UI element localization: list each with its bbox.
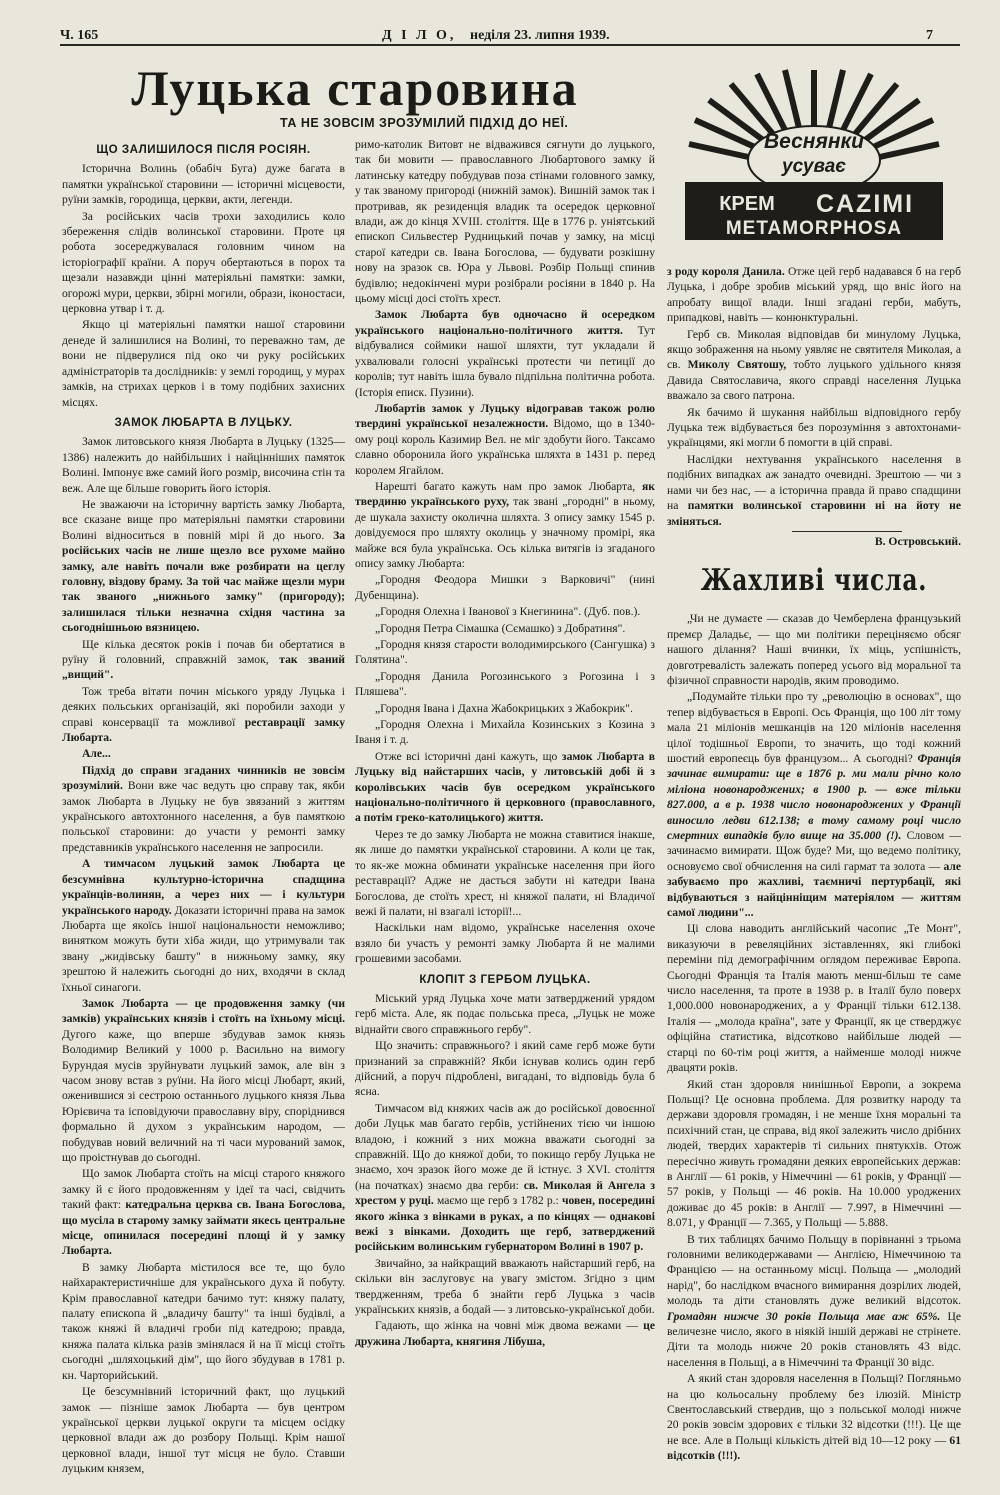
paragraph: В тих таблицях бачимо Польщу в порівнанні з трьома головними великодержавами — Англією, Німеччиною та Францією — на останньому місці. Польща — „молодий нарід", бо наслідком вчасного вимирання дозрілих людей, молодь та діти становлять дуже великий відсоток. Громадян нижче 30 років Польща має аж 65%. Це величезне число, якого в ніякій іншій державі не стрінете. Діти та молодь нижче 20 років становлять 43 відс. населення в Польщі, а в Німеччині та Франції 30 відс. bbox=[667, 1232, 961, 1369]
paragraph: Історична Волинь (обабіч Буга) дуже багата в памятки української старовини — історичні місцевости, руїни замків, городища, церкви, акти, легенди. bbox=[62, 162, 345, 207]
paragraph: Ще кілька десяток років і почав би обертатися в руїну й головний, справжній замок, так званий „вищий". bbox=[62, 637, 345, 682]
article-subheadline: ТА НЕ ЗОВСІМ ЗРОЗУМІЛИЙ ПІДХІД ДО НЕЇ. bbox=[280, 116, 569, 130]
section-heading-after-russians: ЩО ЗАЛИШИЛОСЯ ПІСЛЯ РОСІЯН. bbox=[96, 143, 311, 156]
paragraph: За російських часів трохи заходились коло збереження слідів волинської старовини. Проте ця робота зосереджувалася головним чином на історіографії країни. А поруч обертаються в порох та щезали назавжди цінні матеріяльні памятки: замки, огорожі мури, церкви, збірні могили, образи, іконостаси, церковна утвар і т. д. bbox=[62, 209, 345, 316]
paragraph: Нарешті багато кажуть нам про замок Любарта, як твердиню українського руху, так звані „городні" в ньому, де шукала захисту околична шляхта. З опису замку 1545 р. довідуємося про шляхту околиць у значному промірі, яка майже вся була українська. Ось кілька витягів із згаданого опису замку Любарта: bbox=[355, 479, 655, 570]
paragraph: Тимчасом від княжих часів аж до російської довоєнної доби Луцьк мав багато гербів, устійнених тією чи іншою владою, і кожний з них можна вважати сьогодні за справжній. Що до княжої доби, то покищо гербу Луцька не знаємо, хоч зразок його може де й істнує. З XVI. століття (на початках) знаємо два герби: св. Миколая й Ангела з хрестом у руці. маємо ще герб з 1782 р.: човен, посередині якого жінка з вінками в руках, а по кінцях — однакові вежі з вінками. Доходить ще герб, затверджений російським волинським губернатором Волині в 1907 р. bbox=[355, 1101, 655, 1254]
paragraph: Звичайно, за найкращий вважають найстарший герб, на скільки він заслуговує на увагу змістом. Згідно з цим твердженням, треба б знайти герб Луцька з часів українських князів, а бодай — з литовсько-української доби. bbox=[355, 1256, 655, 1317]
section-heading-lubart-castle: ЗАМОК ЛЮБАРТА В ЛУЦЬКУ. bbox=[114, 415, 293, 429]
paragraph: Що значить: справжнього? і який саме герб може бути признаний за справжній? Якби існував колись один герб дійсний, а поруч підроблені, вигадані, то відповідь була б ясна. bbox=[355, 1039, 655, 1099]
paragraph: Який стан здоровля нинішньої Европи, а зокрема Польщі? Це основна проблема. Для розвитку народу та держави здоровля громадян, і не менше їхня моральні та психічний стан, це справа, від якої залежить число дрібних людей, твердих характерів ті сильних пнятукхів. Отож пересічно живуть громадяни деяких европейських держав: в Англії — 61 років, у Німеччині — 61 років, у Франції — 57 років, у Польщі — 46 років. На 10.000 уроджених доживає до 45 років: в Англії — 7.997, в Німеччині — 8.071, у Франції — 7.365, у Польщі — 5.888. bbox=[667, 1077, 961, 1230]
paragraph: Наслідки нехтування українського населення в подібних випадках аж занадто очевидні. Зрештою — чи з нами чи без нас, — а історична правда й право спадщини на памятки волинської старовини ні на йоту не зміняться. bbox=[667, 452, 961, 528]
quote-item: „Городня Данила Рогозинського з Рогозина і з Пляшева". bbox=[355, 669, 655, 699]
quote-item: „Городня Івана і Дахна Жабокрицьких з Жабокрик". bbox=[375, 701, 633, 715]
quote-item: „Городня Олехна і Іванової з Кнегинина". (Дуб. пов.). bbox=[375, 605, 641, 619]
paragraph: Підхід до справи згаданих чинників не зовсім зрозумілий. Вони вже час ведуть цю справу так, якби замок Любарта в Луцьку не був звязаний з життям українського автохтонного населення, а був памяткою польської старовини: до участи у ремонті замку представників українського населення не запросили. bbox=[62, 763, 345, 854]
issue-number: Ч. 165 bbox=[60, 28, 99, 43]
paragraph: В замку Любарта містилося все те, що було найхарактеристичніше для українського духа й побуту. Крім православної катедри бачимо тут: княжу палату, палату епископа й „владичу башту" та інші будівлі, а також княжі й владичі гроби під катедрою; правда, княжа палата кілька разів змінялася й на її місці стоїть сьогодні „шляхоцький дім", що його збудував в 1781 р. кн. Чарторийський. bbox=[62, 1260, 345, 1382]
ad-line-1: Веснянки bbox=[764, 130, 864, 153]
paragraph: Наскільки нам відомо, українське населення охоче взяло би участь у ремонті замку Любарта й не малими грошевими засобами. bbox=[355, 921, 655, 966]
paragraph: Через те до замку Любарта не можна ставитися інакше, як лише до памятки української старовини. А коли це так, то як-же можна обминати українське населення при його реставрації? Адже не дасться забути ні катедри Івана Богослова, де стоїть хрест, ні княжої палати, ні Владичої вежі й палати, ні взагалі історії!... bbox=[355, 827, 655, 918]
article-title-terrible-numbers: Жахливі числа. bbox=[700, 563, 928, 599]
ad-brand-krem: КРЕМ bbox=[719, 193, 775, 215]
paragraph: Що замок Любарта стоїть на місці старого княжого замку й є його продовженням у ідеї та часі, свідчить такий факт: катедральна церква св. Івана Богослова, що мусіла в старому замку займати якесь центральне місце, опинилася посередині площі й у замку Любарта. bbox=[62, 1167, 345, 1258]
column-3 bbox=[667, 264, 961, 1480]
cream-advertisement bbox=[667, 62, 961, 250]
ad-line-2: усуває bbox=[782, 156, 846, 177]
paragraph: Замок Любарта — це продовження замку (чи замків) українських князів і стоїть на їхньому місці. Дугого каже, що вперше збудував замок князь Володимир Великий у 1000 р. Васильно на вимогу Бурундая мусів зруйнувати луцький замок, але він з часом знову встав з руїни. На його місці Любарт, який, оженившися зі сестрою останнього луцького князя Льва Юрієвича та ісповідуючи православну віру, споріднився формально й духом з українським народом, — побудував новий величний на ті часи мурований замок, що проістнував до сьогодні. bbox=[62, 996, 345, 1164]
page-number: 7 bbox=[926, 28, 933, 43]
paragraph: Якщо ці матеріяльні памятки нашої старовини денеде й залишилися на Волині, то переважно там, де вони не підверулися під око чи руку російських адміністраторів та дослідників: у землі городищ, у мурах замків, на стрихах церков і в тому подібних захисних місцях. bbox=[62, 318, 345, 409]
paragraph: Міський уряд Луцька хоче мати затверджений урядом герб міста. Але, як подає польська преса, „Луцьк не може віднайти свого справжнього гербу". bbox=[355, 991, 655, 1036]
masthead bbox=[60, 26, 960, 48]
column-2 bbox=[355, 137, 655, 1477]
paragraph: „Подумайте тільки про ту „революцію в основах", що тепер відбувається в Европі. Ось Франція, що 100 літ тому мала 21 міліонів мешканців на 120 міліонів населення цілої тодішньої Европи, то значить, що тоді кожний шостий европеєць був французом... А сьогодні? Франція зачинає вимирати: ще в 1876 р. ми мали річно коло міліона новонароджених; в 1900 р. — вже тільки 827.000, а в р. 1938 число новонароджених у Франції виносило ледви 612.138; в тому самому році число смертних випадків було вище на 35.000 (!). Словом — зачинаємо вимирати. Щож буде? Ми, що ведемо політику, основуємо свої обчислення на силі гармат та золота — але забуваємо про жахливі, таємничі пертурбації, які відбуваються з найцінніщим матеріялом — життям самої людини"... bbox=[667, 690, 961, 920]
issue-date: неділя 23. липня 1939. bbox=[470, 28, 610, 43]
paragraph: Як бачимо й шукання найбільш відповідного гербу Луцька теж відбувається без порозуміння з автохтонами-українцями, які могли б помогти в цій справі. bbox=[667, 405, 961, 450]
column-1 bbox=[62, 137, 345, 1477]
paragraph: Це безсумнівний історичний факт, що луцький замок — пізніше замок Любарта — був центром української церкви луцької округи та місцем осідку церковної влади аж до розбору Польщі. Крім нашої церковної влади, іншої тут місця не було. Ставши луцьким князем, bbox=[62, 1385, 345, 1476]
quote-item: „Городня Феодора Мишки з Варковичі" (нині Дубенщина). bbox=[355, 573, 655, 602]
paragraph: з роду короля Данила. Отже цей герб надавався б на герб Луцька, і добре зробив міський уряд, що вніс його на апробату вищої влади. Інші згадані герби, мабуть, припадкові, навіть — конюнктуральні. bbox=[667, 265, 961, 325]
paragraph: „Чи не думаєте — сказав до Чемберлена французький премєр Даладьє, — що ми політики переціняємо обсяг нашого ділання? Наші вчинки, їх міць, успішність, довготреваліcть залежать поперед усього від моральної та фізичної справности народів, яким проводимо. bbox=[667, 612, 961, 687]
author-signature: В. Островський. bbox=[874, 534, 961, 548]
ad-brand-cazimi: CAZIMI bbox=[815, 190, 915, 218]
paragraph: Не зважаючи на історичну вартість замку Любарта, все сказане вище про матеріяльні памятки старовини Волині відноситься в повній мірі й до нього. За російських часів не лише щезло все рухоме майно замку, але навіть почали вже розбирати на цеглу головну, віздову браму. За той час майже щезли мури так званого „нижнього замку" (пригороду); залишилася тільки незначна східня частина за сьогоднішньою вязницею. bbox=[62, 497, 345, 635]
paragraph: А тимчасом луцький замок Любарта це безсумнівна культурно-історична спадщина українців-волинян, а через них — і культури українського народу. Доказати історичні права на замок Любарта ще якоїсь іншої національности неможливо; винятком можуть бути хіба жиди, що утримували так звану „жидівську башту" в нижньому замку, яку зрештою й належить сьогодні до них, входячи в склад їхньої синагоги. bbox=[62, 857, 345, 994]
quote-item: „Городня князя старости володимирського (Сангушка) з Голятина". bbox=[355, 638, 655, 667]
paragraph: Герб св. Миколая відповідав би минулому Луцька, якщо зображення на ньому уявляє не святителя Миколая, а св. Миколу Святошу, тобто луцького удільного князя Давида Святославича, якого справді населення Луцька вважало за свого патрона. bbox=[667, 327, 961, 403]
quote-item: „Городня Петра Сімашка (Сємашко) з Добратиня". bbox=[375, 621, 626, 635]
paragraph: Ці слова наводить англійський часопис „Те Монт", виказуючи в ревеляційних зіставленнях, які глибокі переміни під демографічним оглядом переживає Европа. Сьогодні Франція та Італія мають менш-більш те саме число населення, та проте в 1938 р. в Італії було поверх 1,000.000 новонароджених, а у Франції тільки 612.138. Італія — „молода країна", зате у Франції, як це стверджує офіційна статистика, відсотково найбільше людей — старці по 60-тім році життя, а найменше молоді нижче двацяти років. bbox=[667, 922, 961, 1075]
paragraph: А який стан здоровля населення в Польщі? Погляньмо на цю кольосальну проблему без ілюзій. Міністр Свентославський ствердив, що з польської молоді нижче 20 років зовсім здорових є тільки 32 відсотки (!!!). Це ще не все. Але в Польщі кількість дітей від 10—12 року — 61 відсотків (!!!). bbox=[667, 1372, 961, 1463]
paragraph: Отже всі історичні дані кажуть, що замок Любарта в Луцьку від найстарших часів, у литовській добі й з королівських часів був осередком українського національно-політичного й церковного (православного, а потім греко-католицького) життя. bbox=[355, 749, 655, 825]
paragraph: Гадають, що жінка на човні між двома вежами — це дружина Любарта, княгиня Лібуша, bbox=[355, 1319, 655, 1348]
article-headline: Луцька старовина bbox=[131, 60, 579, 116]
ad-graphic bbox=[667, 62, 961, 250]
paragraph: Любартів замок у Луцьку відогравав також ролю твердині української незалежности. Відомо, що в 1340-ому році король Казимир Вел. не міг здобути його. Таксамо славно оборонила його українська шляхта в 1431 р. перед королем Ягайлом. bbox=[355, 401, 655, 477]
paragraph: Замок литовського князя Любарта в Луцьку (1325—1386) належить до найбільших і найцінніших памяток Волині. Імпонує вже самий його розмір, височина стін та веж. Але ще більше говорить його історія. bbox=[62, 435, 345, 495]
section-heading-lutsk-coat-of-arms: КЛОПІТ З ГЕРБОМ ЛУЦЬКА. bbox=[419, 972, 591, 986]
paragraph: Замок Любарта був одночасно й осередком українського національно-політичного життя. Тут відбувалися соймики нашої шляхти, тут укладали й ухвалювали голосні українські протести чи петиції до королів; тут навіть ішла бувало підпільна політична робота. (Історія еписк. Пузини). bbox=[355, 308, 655, 399]
ad-brand-metamorphosa: METAMORPHOSA bbox=[725, 218, 903, 239]
newspaper-name: Д І Л О, bbox=[382, 28, 457, 43]
signature-rule bbox=[792, 531, 902, 532]
paragraph: римо-католик Витовт не відважився сягнути до луцького, так би мовити — православного Любартового замку й латинську катедру побудував поза стінами головного замку, у так званому пригороді (нижній замок). Вишній замок так і протривав, як резиденція владик та осередок церковної влади, аж до кінця XVIII. століття. Ще в 1776 р. уніятський епископ Сильвестер Рудницький почав у замку, на місці старої катедри св. Івана Богослова, — будувати розкішну нову на зразок св. Юра у Львові. Розбір Польщі спинив будівлю; недокінчені мури розібрали росіяни в 1840 р. На цьому місці досі стоїть хрест. bbox=[355, 138, 655, 306]
masthead-rule bbox=[60, 44, 960, 46]
paragraph-ale: Але... bbox=[82, 747, 111, 761]
paragraph: Тож треба вітати почин міського уряду Луцька і деяких польських організацій, які поробили заходи у справі консервації та можливої реставрації замку Любарта. bbox=[62, 684, 345, 745]
quote-item: „Городня Олехна і Михайла Козинських з Козина з Іваня і т. д. bbox=[355, 718, 655, 747]
